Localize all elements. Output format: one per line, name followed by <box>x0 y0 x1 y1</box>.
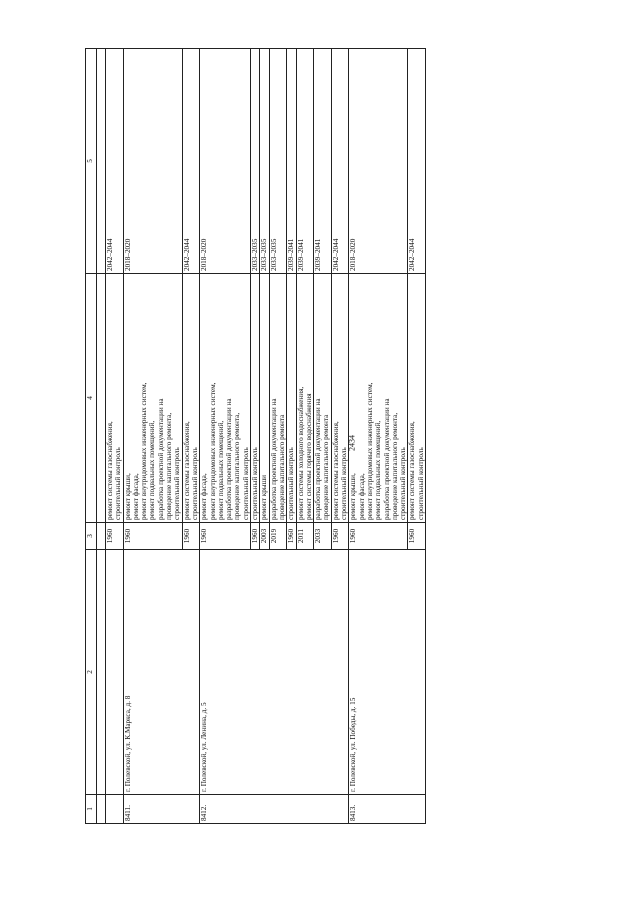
work-line: ремонт фасада, <box>200 473 209 520</box>
header-col-4: 4 <box>86 274 97 523</box>
work-line: ремонт подвальных помещений, <box>148 420 157 520</box>
work-line: строительный контроль <box>173 447 182 520</box>
period-cell: 2039–2041 <box>287 49 296 274</box>
works-cell <box>251 274 260 523</box>
blank-cell <box>97 550 106 795</box>
item-number-cell <box>106 795 124 824</box>
item-number-cell: 8412. <box>200 795 349 824</box>
blank-cell <box>97 49 106 274</box>
address-cell: г. Полевской, ул. К.Маркса, д. 8 <box>123 550 200 795</box>
blank-cell <box>97 795 106 824</box>
work-line: проведение капитального ремонта <box>277 414 286 520</box>
year-cell: 1960 <box>123 523 182 550</box>
table-body <box>86 49 426 824</box>
blank-cell <box>97 523 106 550</box>
period-cell: 2042–2044 <box>408 49 426 274</box>
address-cell: г. Полевской, ул. Ленина, д. 5 <box>200 550 349 795</box>
header-col-3: 3 <box>86 523 97 550</box>
address-cell <box>106 550 124 795</box>
work-line: строительный контроль <box>190 447 199 520</box>
works-cell <box>331 274 349 523</box>
works-cell <box>314 274 332 523</box>
period-cell: 2039–2041 <box>314 49 332 274</box>
year-cell: 1960 <box>182 523 200 550</box>
blank-row <box>97 49 106 824</box>
works-cell <box>182 274 200 523</box>
year-cell: 2011 <box>296 523 314 550</box>
table-row <box>106 49 124 824</box>
year-cell: 1960 <box>106 523 124 550</box>
year-cell: 2033 <box>314 523 332 550</box>
work-line: строительный контроль <box>251 447 260 520</box>
work-line: проведение капитального ремонта, <box>233 412 242 520</box>
period-cell: 2042–2044 <box>182 49 200 274</box>
works-cell <box>287 274 296 523</box>
works-cell <box>200 274 251 523</box>
work-line: разработка проектной документации на <box>269 398 278 520</box>
address-cell: г. Полевской, ул. Победы, д. 15 <box>349 550 426 795</box>
work-line: ремонт внутридомовых инженерных систем, <box>208 382 217 520</box>
rotated-table-container <box>85 74 567 824</box>
work-line: разработка проектной документации на <box>314 398 323 520</box>
item-number-cell: 8413. <box>349 795 426 824</box>
year-cell: 1960 <box>251 523 260 550</box>
works-cell <box>123 274 182 523</box>
work-line: проведение капитального ремонта, <box>165 412 174 520</box>
period-cell: 2033–2035 <box>251 49 260 274</box>
year-cell: 2019 <box>269 523 287 550</box>
work-line: ремонт крыши <box>260 474 269 520</box>
work-line: строительный контроль <box>416 447 425 520</box>
period-cell: 2018–2020 <box>200 49 251 274</box>
work-line: строительный контроль <box>399 447 408 520</box>
period-cell: 2018–2020 <box>349 49 408 274</box>
blank-cell <box>97 274 106 523</box>
period-cell: 2042–2044 <box>331 49 349 274</box>
work-line: проведение капитального ремонта <box>322 414 331 520</box>
year-cell: 1960 <box>349 523 408 550</box>
works-cell <box>408 274 426 523</box>
work-line: ремонт системы газоснабжения, <box>182 421 191 520</box>
works-cell <box>349 274 408 523</box>
item-number-cell: 8411. <box>123 795 200 824</box>
work-line: ремонт подвальных помещений, <box>374 420 383 520</box>
works-cell <box>296 274 314 523</box>
year-cell: 1960 <box>287 523 296 550</box>
work-line: ремонт подвальных помещений, <box>216 420 225 520</box>
table-row <box>200 49 251 824</box>
year-cell: 2003 <box>260 523 269 550</box>
work-line: ремонт крыши, <box>349 473 358 520</box>
period-cell: 2042–2044 <box>106 49 124 274</box>
works-cell <box>260 274 269 523</box>
work-line: ремонт крыши, <box>123 473 132 520</box>
year-cell: 1960 <box>331 523 349 550</box>
header-col-2: 2 <box>86 550 97 795</box>
work-line: ремонт внутридомовых инженерных систем, <box>365 382 374 520</box>
year-cell: 1960 <box>200 523 251 550</box>
work-line: разработка проектной документации на <box>156 398 165 520</box>
header-col-1: 1 <box>86 795 97 824</box>
period-cell: 2039–2041 <box>296 49 314 274</box>
year-cell: 1960 <box>408 523 426 550</box>
works-cell <box>269 274 287 523</box>
work-line: строительный контроль <box>241 447 250 520</box>
work-line: разработка проектной документации на <box>382 398 391 520</box>
page-number: 2434 <box>347 435 357 451</box>
work-line: ремонт системы газоснабжения, <box>408 421 417 520</box>
header-col-5: 5 <box>86 49 97 274</box>
work-line: ремонт фасада, <box>131 473 140 520</box>
work-line: ремонт системы холодного водоснабжения, <box>296 386 305 520</box>
work-line: ремонт системы горячего водоснабжения <box>304 393 313 520</box>
work-line: строительный контроль <box>114 447 123 520</box>
work-line: ремонт системы газоснабжения, <box>331 421 340 520</box>
work-line: ремонт фасада, <box>357 473 366 520</box>
period-cell: 2033–2035 <box>269 49 287 274</box>
work-line: ремонт внутридомовых инженерных систем, <box>140 382 149 520</box>
capital-repair-table <box>85 48 426 824</box>
period-cell: 2018–2020 <box>123 49 182 274</box>
work-line: проведение капитального ремонта, <box>390 412 399 520</box>
period-cell: 2033–2035 <box>260 49 269 274</box>
work-line: строительный контроль <box>340 447 349 520</box>
table-row <box>349 49 408 824</box>
works-cell <box>106 274 124 523</box>
work-line: строительный контроль <box>287 447 296 520</box>
work-line: разработка проектной документации на <box>225 398 234 520</box>
table-row <box>123 49 182 824</box>
header-row <box>86 49 97 824</box>
work-line: ремонт системы газоснабжения, <box>106 421 114 520</box>
